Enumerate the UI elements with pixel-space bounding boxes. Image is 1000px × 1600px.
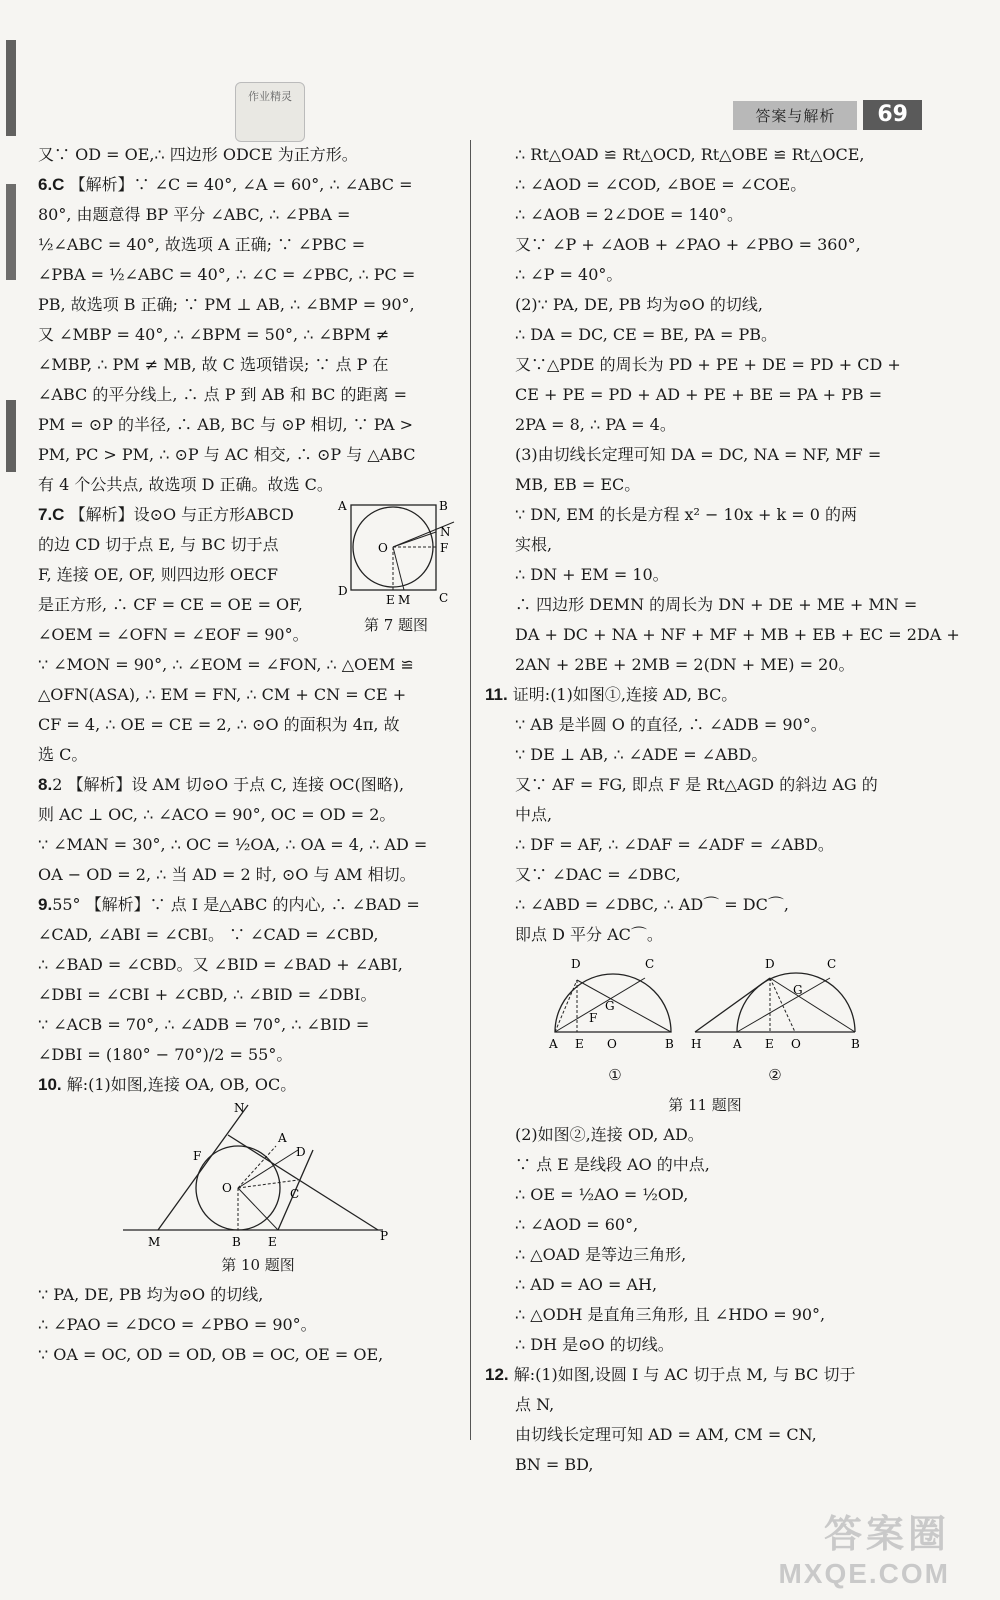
text-line: ∴ DN + EM = 10。 [515, 565, 669, 584]
figure-7-diagram [336, 500, 456, 610]
label-G: G [793, 983, 803, 997]
text-line: ∵ ∠MAN = 30°, ∴ OC = ½OA, ∴ OA = 4, ∴ AD = [38, 835, 428, 854]
text-line: ∠CAD, ∠ABI = ∠CBI。 ∵ ∠CAD = ∠CBD, [38, 925, 379, 944]
question-number: 6.C [38, 175, 65, 194]
text-line: ∵ DN, EM 的长是方程 x² − 10x + k = 0 的两 [515, 505, 857, 524]
text-line: CF = 4, ∴ OE = CE = 2, ∴ ⊙O 的面积为 4π, 故 [38, 715, 400, 734]
text-line: ∴ ∠BAD = ∠CBD。又 ∠BID = ∠BAD + ∠ABI, [38, 955, 403, 974]
text-line: PM = ⊙P 的半径, ∴ AB, BC 与 ⊙P 相切, ∵ PA > [38, 415, 414, 434]
label-A: A [338, 500, 347, 513]
text-line: BN = BD, [515, 1455, 594, 1474]
text-line: 证明:(1)如图①,连接 AD, BC。 [512, 685, 738, 704]
text-line: 2 【解析】设 AM 切⊙O 于点 C, 连接 OC(图略), [52, 775, 405, 794]
text-line: 2AN + 2BE + 2MB = 2(DN + ME) = 20。 [515, 655, 855, 674]
figure-11-part-1: ① [608, 1066, 622, 1084]
text-line: 中点, [515, 805, 553, 824]
question-12 [485, 1360, 905, 1480]
label-C: C [439, 591, 449, 605]
label-E: E [765, 1037, 774, 1051]
text-line: ∠PBA = ½∠ABC = 40°, ∴ ∠C = ∠PBC, ∴ PC = [38, 265, 416, 284]
text-line: 是正方形, ∴ CF = CE = OE = OF, [38, 595, 303, 614]
text-line: ∠ABC 的平分线上, ∴ 点 P 到 AB 和 BC 的距离 = [38, 385, 407, 404]
label-E: E [386, 593, 395, 607]
text-line: ∴ ∠AOD = ∠COD, ∠BOE = ∠COE。 [515, 175, 807, 194]
label-N: N [234, 1101, 245, 1115]
label-P: P [380, 1229, 389, 1243]
question-9 [38, 890, 468, 1070]
text-line: ∴ 四边形 DEMN 的周长为 DN + DE + ME + MN = [515, 595, 918, 614]
question-6 [38, 170, 468, 500]
text-line: 又∵ AF = FG, 即点 F 是 Rt△AGD 的斜边 AG 的 [515, 775, 878, 794]
text-line: PB, 故选项 B 正确; ∵ PM ⊥ AB, ∴ ∠BMP = 90°, [38, 295, 415, 314]
page-binding [6, 40, 16, 1240]
text-line: ∵ ∠MON = 90°, ∴ ∠EOM = ∠FON, ∴ △OEM ≌ [38, 655, 414, 674]
text-line: ∴ ∠PAO = ∠DCO = ∠PBO = 90°。 [38, 1315, 317, 1334]
text-line: ∠DBI = (180° − 70°)/2 = 55°。 [38, 1045, 293, 1064]
label-B: B [665, 1037, 674, 1051]
figure-11-caption: 第 11 题图 [668, 1096, 742, 1114]
figure-7 [336, 500, 456, 640]
question-number: 11. [485, 685, 508, 704]
logo [235, 82, 305, 142]
watermark-brand: 答案圈 [823, 1514, 950, 1556]
text-line: 【解析】∵ ∠C = 40°, ∠A = 60°, ∴ ∠ABC = [69, 175, 413, 194]
label-D: D [765, 957, 775, 971]
text-line: (3)由切线长定理可知 DA = DC, NA = NF, MF = [515, 445, 882, 464]
text-line: (2)如图②,连接 OD, AD。 [515, 1125, 704, 1144]
text-line: ∴ ∠ABD = ∠DBC, ∴ AD⌒ = DC⌒, [515, 895, 789, 914]
label-N: N [440, 525, 451, 539]
text-line: △OFN(ASA), ∴ EM = FN, ∴ CM + CN = CE + [38, 685, 407, 704]
label-O: O [378, 541, 388, 555]
label-O: O [222, 1181, 232, 1195]
text-line: OA − OD = 2, ∴ 当 AD = 2 时, ⊙O 与 AM 相切。 [38, 865, 416, 884]
label-F: F [589, 1011, 598, 1025]
figure-10 [118, 1100, 468, 1280]
text-line: 【解析】设⊙O 与正方形ABCD [69, 505, 294, 524]
text-line: CE + PE = PD + AD + PE + BE = PA + PB = [515, 385, 883, 404]
label-E: E [268, 1235, 277, 1249]
label-M: M [148, 1235, 161, 1249]
text-line: 的边 CD 切于点 E, 与 BC 切于点 [38, 535, 279, 554]
question-10 [38, 1070, 468, 1370]
text-line: ∴ ∠P = 40°。 [515, 265, 623, 284]
label-D: D [338, 584, 348, 598]
label-F: F [193, 1149, 202, 1163]
text-line: DA + DC + NA + NF + MF + MB + EB + EC = 2DA + [515, 625, 960, 644]
label-F: F [440, 541, 449, 555]
figure-11 [545, 950, 905, 1120]
text-line: 解:(1)如图,连接 OA, OB, OC。 [66, 1075, 297, 1094]
label-C: C [827, 957, 837, 971]
text-line: 又∵△PDE 的周长为 PD + PE + DE = PD + CD + [515, 355, 901, 374]
question-number: 7.C [38, 505, 65, 524]
label-A: A [733, 1037, 742, 1051]
text-line: (2)∵ PA, DE, PB 均为⊙O 的切线, [515, 295, 763, 314]
text-line: MB, EB = EC。 [515, 475, 641, 494]
figure-11-diagram [545, 950, 865, 1060]
text-line: 选 C。 [38, 745, 88, 764]
text-line: 2PA = 8, ∴ PA = 4。 [515, 415, 676, 434]
text-line: ∴ OE = ½AO = ½OD, [515, 1185, 689, 1204]
right-column [485, 140, 960, 1480]
text-line: ∴ △ODH 是直角三角形, 且 ∠HDO = 90°, [515, 1305, 826, 1324]
text-line: 80°, 由题意得 BP 平分 ∠ABC, ∴ ∠PBA = [38, 205, 351, 224]
question-7 [38, 500, 468, 770]
text-line: ∴ ∠AOD = 60°, [515, 1215, 639, 1234]
label-C: C [290, 1187, 300, 1201]
question-number: 8. [38, 775, 53, 794]
text-line: ∴ DF = AF, ∴ ∠DAF = ∠ADF = ∠ABD。 [515, 835, 834, 854]
section-title: 答案与解析 [733, 101, 857, 130]
text-line: ∠OEM = ∠OFN = ∠EOF = 90°。 [38, 625, 309, 644]
text-line: ∵ OA = OC, OD = OD, OB = OC, OE = OE, [38, 1345, 384, 1364]
watermark-url: MXQE.COM [778, 1558, 950, 1589]
label-B: B [851, 1037, 860, 1051]
label-B: B [439, 500, 448, 513]
text-line: 55° 【解析】∵ 点 I 是△ABC 的内心, ∴ ∠BAD = [52, 895, 420, 914]
text-line: 点 N, [515, 1395, 555, 1414]
label-D: D [296, 1145, 306, 1159]
text-line: 又 ∠MBP = 40°, ∴ ∠BPM = 50°, ∴ ∠BPM ≠ [38, 325, 390, 344]
figure-7-caption: 第 7 题图 [363, 616, 429, 634]
text-line: ∴ ∠AOB = 2∠DOE = 140°。 [515, 205, 744, 224]
figure-10-caption: 第 10 题图 [221, 1256, 295, 1274]
text-line: ∴ DA = DC, CE = BE, PA = PB。 [515, 325, 777, 344]
logo-text: 作业精灵 [248, 90, 292, 103]
text-line: ∠MBP, ∴ PM ≠ MB, 故 C 选项错误; ∵ 点 P 在 [38, 355, 389, 374]
figure-10-diagram [118, 1100, 398, 1250]
question-8 [38, 770, 468, 890]
question-number: 9. [38, 895, 53, 914]
text-line: ∵ AB 是半圆 O 的直径, ∴ ∠ADB = 90°。 [515, 715, 827, 734]
text-line: 有 4 个公共点, 故选项 D 正确。故选 C。 [38, 475, 333, 494]
label-O: O [607, 1037, 617, 1051]
text-line: ∴ DH 是⊙O 的切线。 [515, 1335, 674, 1354]
text-line: ∴ AD = AO = AH, [515, 1275, 658, 1294]
watermark [778, 1503, 950, 1590]
label-A: A [549, 1037, 558, 1051]
text-line: ∴ △OAD 是等边三角形, [515, 1245, 687, 1264]
text-line: 又∵ ∠DAC = ∠DBC, [515, 865, 681, 884]
question-11 [485, 680, 905, 1360]
question-number: 12. [485, 1365, 509, 1384]
label-C: C [645, 957, 655, 971]
label-H: H [691, 1037, 702, 1051]
text-line: 即点 D 平分 AC⌒。 [515, 925, 663, 944]
page-number: 69 [863, 100, 922, 130]
text-line: 又∵ OD = OE,∴ 四边形 ODCE 为正方形。 [38, 145, 358, 164]
text-line: 则 AC ⊥ OC, ∴ ∠ACO = 90°, OC = OD = 2。 [38, 805, 396, 824]
column-divider [470, 140, 471, 1440]
text-line: 由切线长定理可知 AD = AM, CM = CN, [515, 1425, 817, 1444]
text-line: ∠DBI = ∠CBI + ∠CBD, ∴ ∠BID = ∠DBI。 [38, 985, 377, 1004]
text-line: ∵ 点 E 是线段 AO 的中点, [515, 1155, 710, 1174]
text-line: 实根, [515, 535, 553, 554]
text-line: 解:(1)如图,设圆 I 与 AC 切于点 M, 与 BC 切于 [513, 1365, 856, 1384]
text-line: ∵ PA, DE, PB 均为⊙O 的切线, [38, 1285, 264, 1304]
figure-11-part-2: ② [768, 1066, 782, 1084]
label-G: G [605, 999, 615, 1013]
text-line: ∴ Rt△OAD ≌ Rt△OCD, Rt△OBE ≌ Rt△OCE, [515, 145, 865, 164]
text-line: ∵ ∠ACB = 70°, ∴ ∠ADB = 70°, ∴ ∠BID = [38, 1015, 370, 1034]
label-E: E [575, 1037, 584, 1051]
label-O: O [791, 1037, 801, 1051]
left-column [38, 140, 468, 1370]
text-line: F, 连接 OE, OF, 则四边形 OECF [38, 565, 278, 584]
question-number: 10. [38, 1075, 62, 1094]
label-M: M [398, 593, 411, 607]
label-B: B [232, 1235, 241, 1249]
label-D: D [571, 957, 581, 971]
label-A: A [278, 1131, 287, 1145]
text-line: ∵ DE ⊥ AB, ∴ ∠ADE = ∠ABD。 [515, 745, 768, 764]
text-line: ½∠ABC = 40°, 故选项 A 正确; ∵ ∠PBC = [38, 235, 366, 254]
text-line: 又∵ ∠P + ∠AOB + ∠PAO + ∠PBO = 360°, [515, 235, 861, 254]
text-line: PM, PC > PM, ∴ ⊙P 与 AC 相交, ∴ ⊙P 与 △ABC [38, 445, 416, 464]
page-header [733, 100, 922, 130]
